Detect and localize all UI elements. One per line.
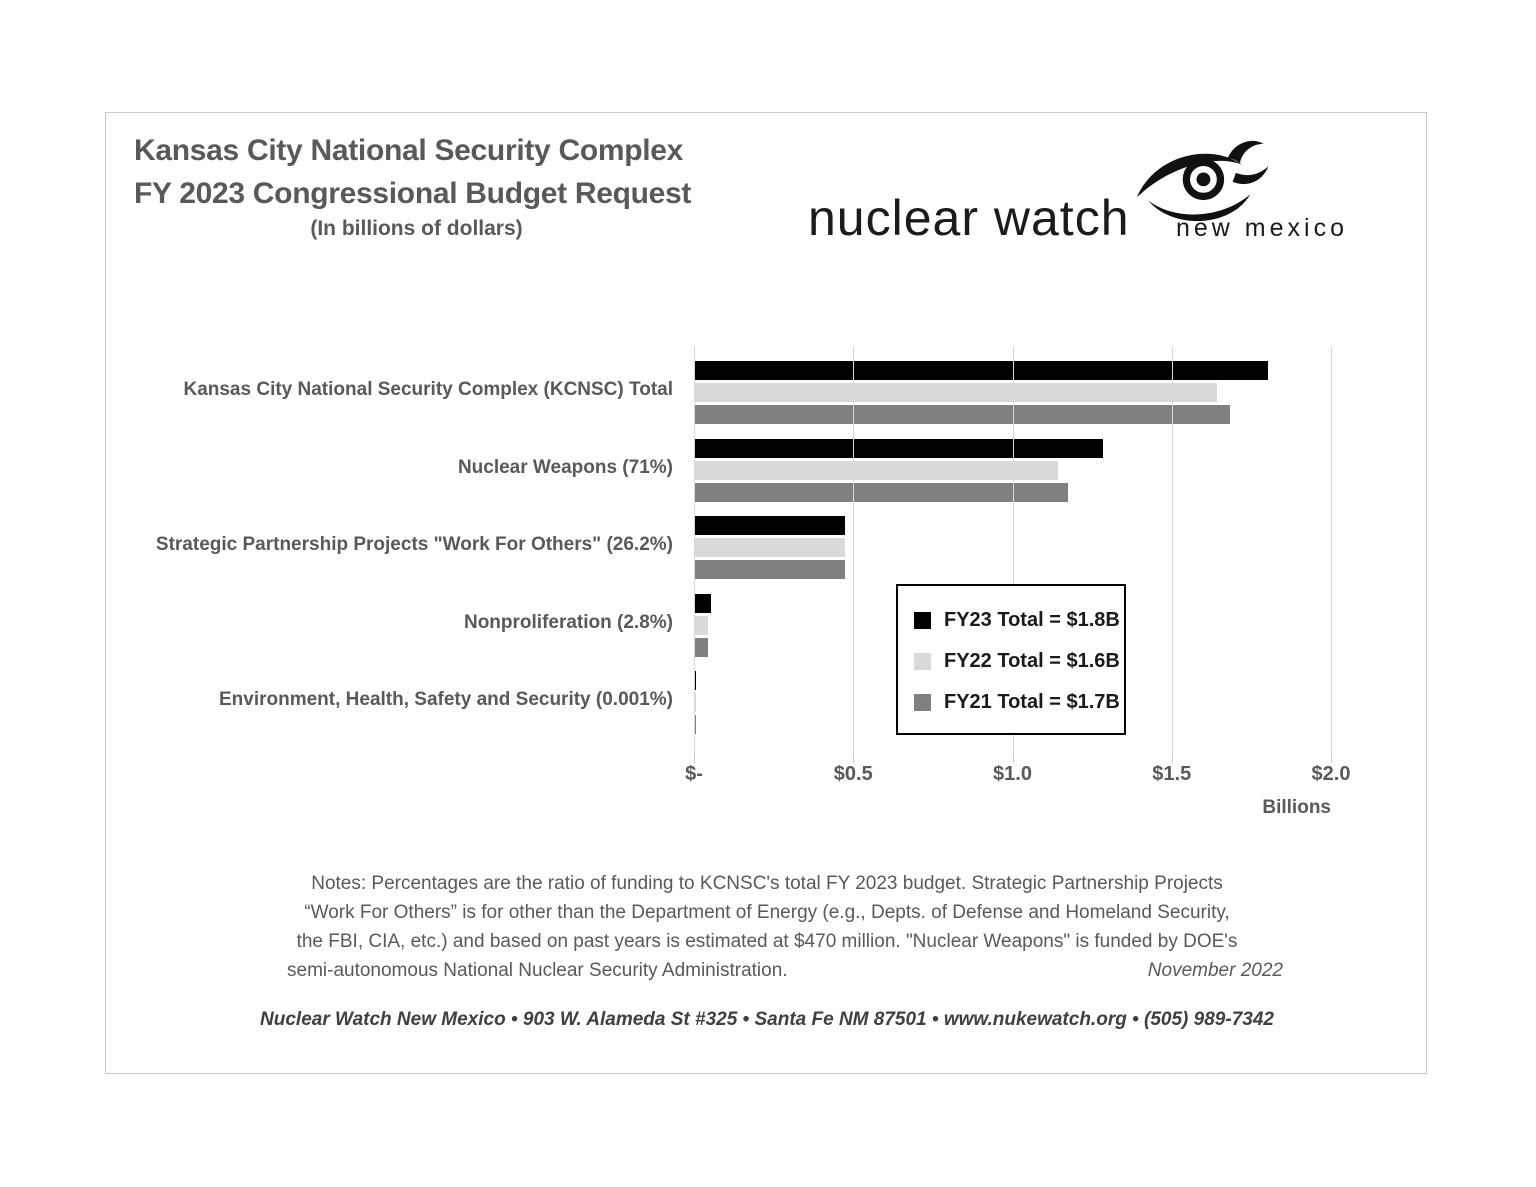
logo-region-text: new mexico — [1176, 214, 1348, 242]
fy22-swatch — [914, 653, 931, 670]
x-tick-label: $0.5 — [833, 763, 873, 785]
chart-title-line2: FY 2023 Congressional Budget Request — [134, 177, 692, 210]
axis-tickmark — [694, 753, 695, 763]
notes-date: November 2022 — [1147, 960, 1283, 981]
category-label: Nonproliferation (2.8%) — [463, 611, 673, 633]
gridline — [1172, 346, 1173, 753]
fy21-legend-label: FY21 Total = $1.7B — [944, 691, 1120, 713]
axis-tickmark — [1172, 753, 1173, 763]
bar-fy22-3 — [695, 616, 708, 635]
x-tick-label: $1.5 — [1152, 763, 1192, 785]
bar-fy23-2 — [695, 516, 845, 535]
bar-fy21-3 — [695, 638, 708, 657]
logo-wordmark: nuclear watch — [808, 190, 1130, 246]
x-axis-title: Billions — [1262, 797, 1331, 818]
notes-block — [217, 869, 1317, 985]
chart-subtitle: (In billions of dollars) — [310, 217, 523, 240]
notes-line3: the FBI, CIA, etc.) and based on past years is estimated at $470 million. "Nuclear Weapons" is funded by DOE's — [296, 931, 1238, 952]
bar-fy22-1 — [695, 461, 1058, 480]
bar-fy21-0 — [695, 405, 1230, 424]
axis-tickmark — [1013, 753, 1014, 763]
axis-tickmark — [1331, 753, 1332, 763]
report-page — [105, 112, 1427, 1074]
axis-tickmark — [853, 753, 854, 763]
gridline — [1331, 346, 1332, 753]
bar-fy23-1 — [695, 439, 1103, 458]
fy23-swatch — [914, 612, 931, 629]
notes-line2: “Work For Others” is for other than the Department of Energy (e.g., Depts. of Defense and Homeland Security, — [304, 902, 1230, 923]
bar-fy22-0 — [695, 383, 1217, 402]
bar-fy23-0 — [695, 361, 1268, 380]
fy22-legend-label: FY22 Total = $1.6B — [944, 650, 1120, 672]
x-tick-label: $2.0 — [1311, 763, 1351, 785]
legend-item-fy22 — [914, 641, 1120, 682]
notes-line1: Notes: Percentages are the ratio of funding to KCNSC's total FY 2023 budget. Strategic Partnership Projects — [311, 873, 1223, 894]
fy21-swatch — [914, 694, 931, 711]
notes-line4 — [217, 956, 1317, 985]
category-label: Kansas City National Security Complex (KCNSC) Total — [183, 379, 673, 400]
notes-line4-text: semi-autonomous National Nuclear Security Administration. — [287, 960, 788, 981]
category-label: Strategic Partnership Projects "Work For Others" (26.2%) — [155, 534, 673, 555]
x-tick-label: $1.0 — [993, 763, 1032, 785]
x-tick-label: $- — [685, 763, 703, 785]
chart-title-line1: Kansas City National Security Complex — [134, 134, 684, 167]
footer-contact-line: Nuclear Watch New Mexico • 903 W. Alameda St #325 • Santa Fe NM 87501 • www.nukewatch.org • (505) 989-7342 — [260, 1009, 1274, 1030]
legend-item-fy21 — [914, 682, 1120, 723]
bar-fy23-4 — [695, 671, 696, 690]
gridline — [694, 346, 695, 753]
bar-fy22-2 — [695, 538, 845, 557]
bar-fy22-4 — [695, 693, 696, 712]
chart-legend — [896, 584, 1126, 735]
category-label: Nuclear Weapons (71%) — [457, 456, 673, 478]
gridline — [853, 346, 854, 753]
category-label: Environment, Health, Safety and Security (0.001%) — [218, 689, 673, 710]
bar-fy21-4 — [695, 715, 696, 734]
bar-fy21-2 — [695, 560, 845, 579]
legend-item-fy23 — [914, 600, 1120, 641]
fy23-legend-label: FY23 Total = $1.8B — [944, 609, 1120, 631]
bar-fy23-3 — [695, 594, 711, 613]
